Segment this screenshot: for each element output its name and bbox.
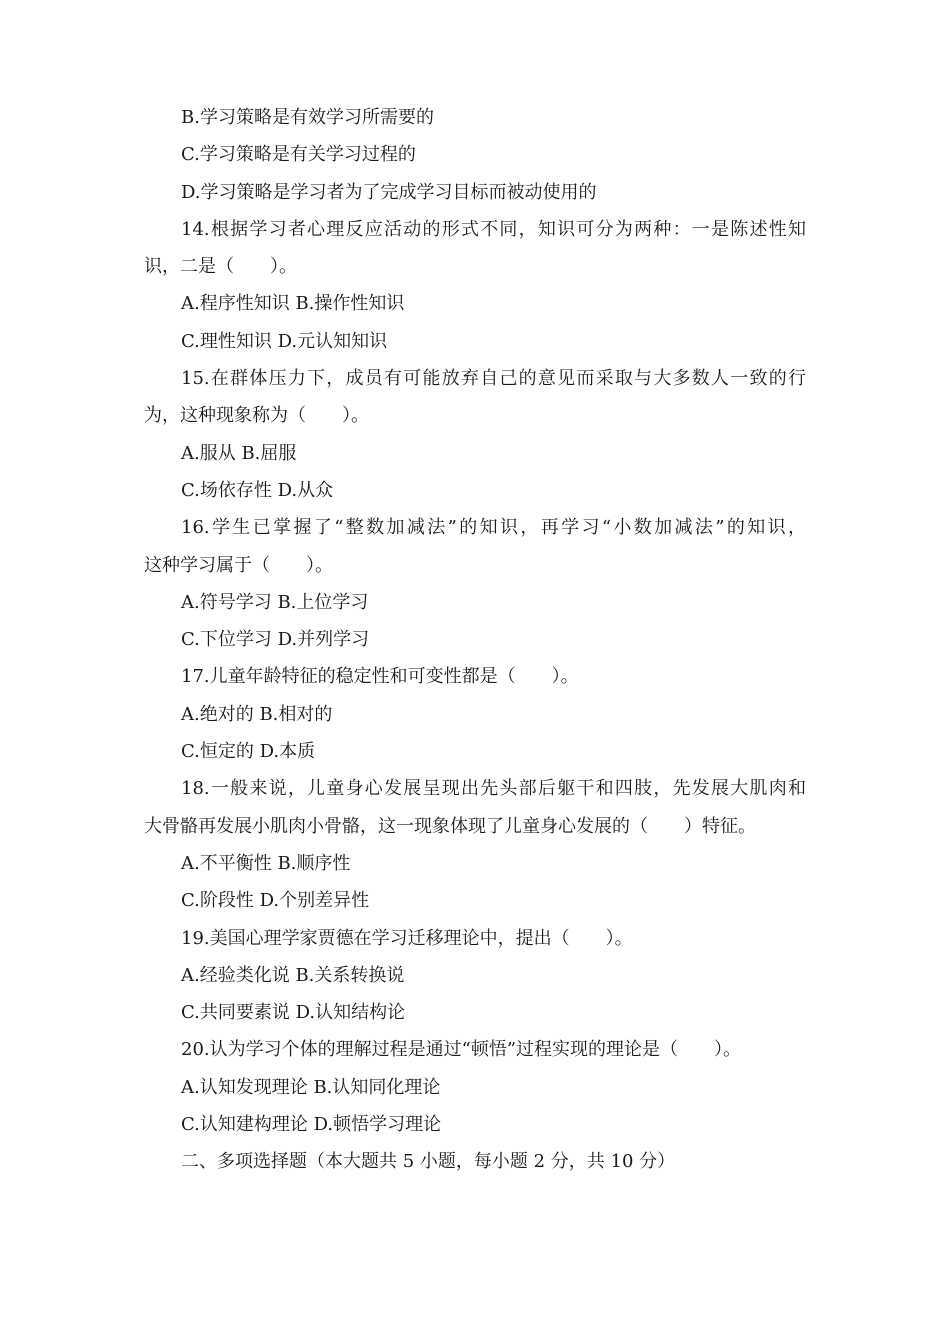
- options-19-cd: C.共同要素说 D.认知结构论: [181, 1002, 406, 1024]
- options-14-ab: A.程序性知识 B.操作性知识: [181, 293, 405, 315]
- options-20-ab: A.认知发现理论 B.认知同化理论: [181, 1076, 441, 1098]
- options-19-ab: A.经验类化说 B.关系转换说: [181, 964, 405, 986]
- question-18-line-1: 18.一般来说，儿童身心发展呈现出先头部后躯干和四肢，先发展大肌肉和: [181, 778, 806, 800]
- options-15-cd: C.场依存性 D.从众: [181, 479, 334, 501]
- question-17: 17.儿童年龄特征的稳定性和可变性都是（ ）。: [181, 666, 579, 688]
- options-18-cd: C.阶段性 D.个别差异性: [181, 890, 370, 912]
- option-13-b: B.学习策略是有效学习所需要的: [181, 107, 434, 128]
- option-13-d: D.学习策略是学习者为了完成学习目标而被动使用的: [181, 181, 597, 203]
- options-17-cd: C.恒定的 D.本质: [181, 741, 316, 763]
- option-13-c: C.学习策略是有关学习过程的: [181, 144, 416, 166]
- options-16-cd: C.下位学习 D.并列学习: [181, 629, 370, 651]
- options-20-cd: C.认知建构理论 D.顿悟学习理论: [181, 1114, 442, 1136]
- options-18-ab: A.不平衡性 B.顺序性: [181, 852, 351, 874]
- options-17-ab: A.绝对的 B.相对的: [181, 703, 333, 725]
- question-15-line-1: 15.在群体压力下，成员有可能放弃自己的意见而采取与大多数人一致的行: [181, 368, 806, 390]
- question-16-line-2: 这种学习属于（ ）。: [144, 554, 333, 576]
- section-heading-multiple-choice: 二、多项选择题（本大题共 5 小题，每小题 2 分，共 10 分）: [181, 1151, 676, 1173]
- question-15-line-2: 为，这种现象称为（ ）。: [144, 405, 369, 427]
- question-16-line-1: 16.学生已掌握了“整数加减法”的知识，再学习“小数加减法”的知识，: [181, 517, 806, 539]
- options-14-cd: C.理性知识 D.元认知知识: [181, 330, 388, 352]
- page-content: [144, 99, 806, 1181]
- question-14-line-2: 识，二是（ ）。: [144, 256, 297, 278]
- question-20: 20.认为学习个体的理解过程是通过“顿悟”过程实现的理论是（ ）。: [181, 1039, 742, 1061]
- options-15-ab: A.服从 B.屈服: [181, 442, 297, 464]
- options-16-ab: A.符号学习 B.上位学习: [181, 591, 369, 613]
- question-18-line-2: 大骨骼再发展小肌肉小骨骼，这一现象体现了儿童身心发展的（ ）特征。: [144, 815, 756, 837]
- question-14-line-1: 14.根据学习者心理反应活动的形式不同，知识可分为两种：一是陈述性知: [181, 218, 806, 240]
- question-19: 19.美国心理学家贾德在学习迁移理论中，提出（ ）。: [181, 927, 633, 949]
